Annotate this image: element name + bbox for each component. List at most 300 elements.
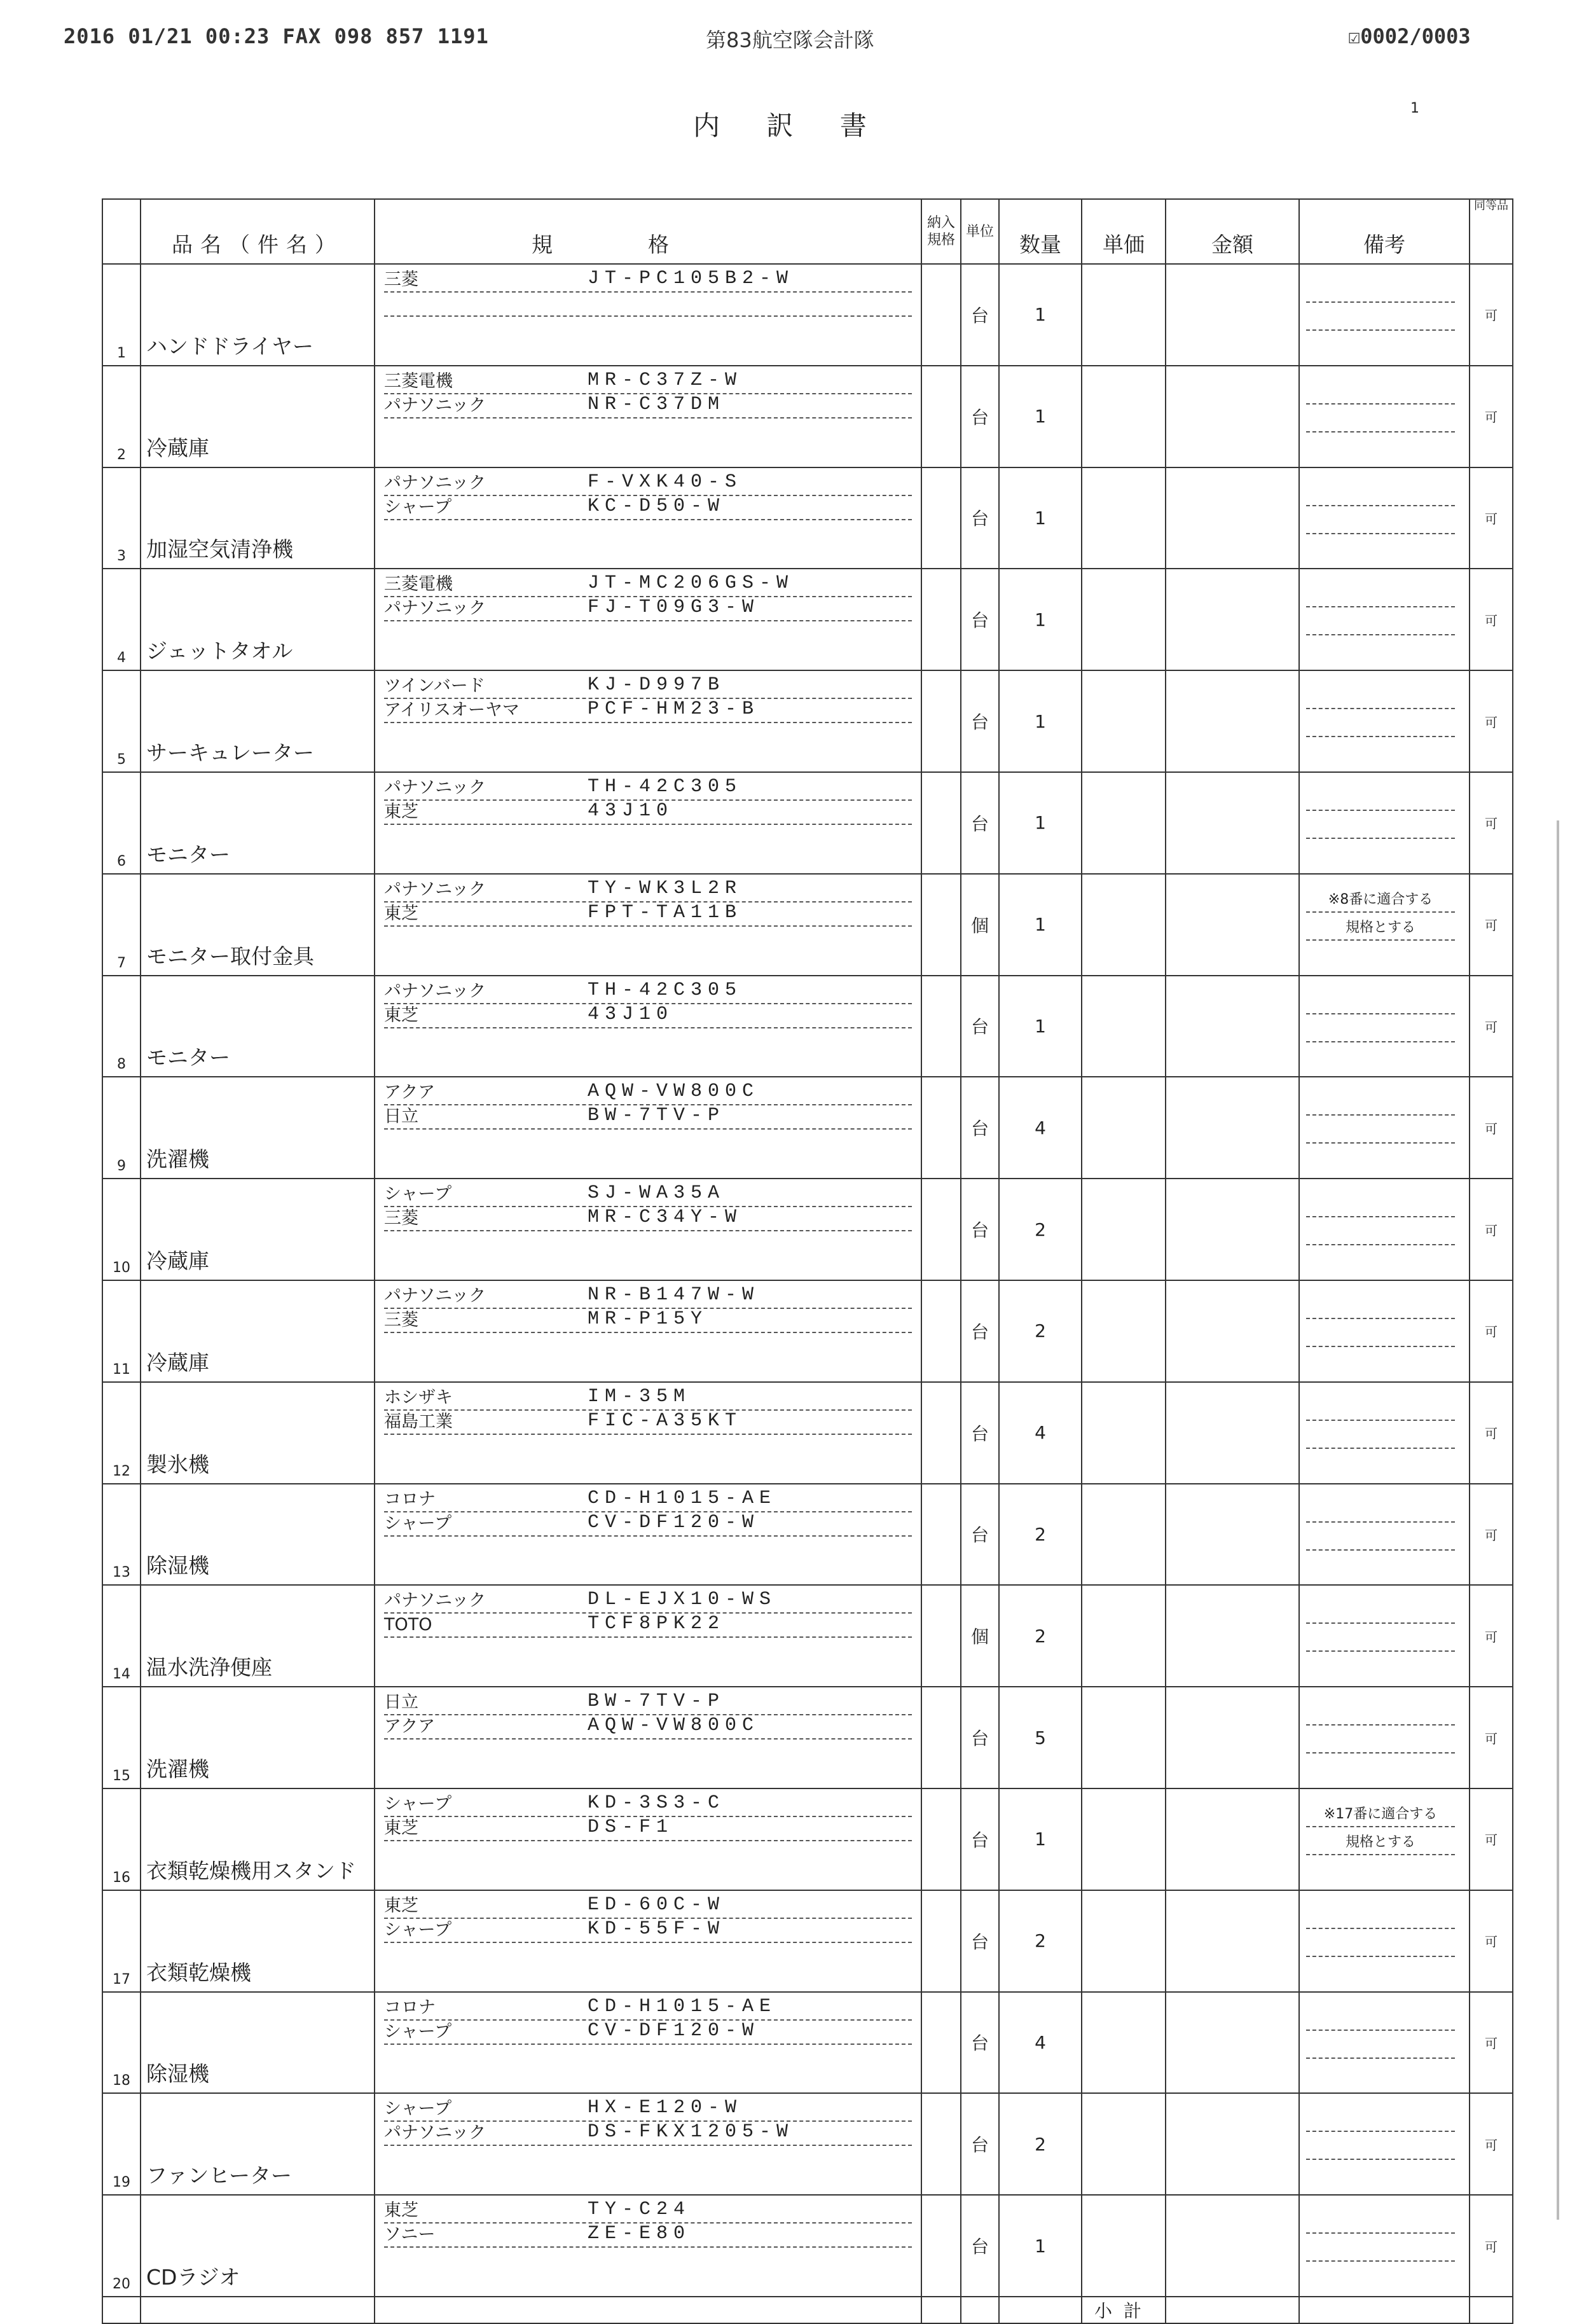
maker-name: パナソニック	[384, 473, 486, 493]
spec-line	[384, 1919, 912, 1943]
table-row	[102, 1890, 1513, 1992]
item-unit-price	[1082, 1788, 1166, 1890]
remark-line: 規格とする	[1306, 1831, 1455, 1855]
table-row	[102, 467, 1513, 569]
remark-line	[1306, 1526, 1455, 1551]
item-unit-price	[1082, 976, 1166, 1077]
subtotal-label: 小計	[1082, 2297, 1166, 2323]
item-unit: 台	[961, 1992, 999, 2094]
model-number: BW-7TV-P	[588, 1691, 726, 1713]
item-amount	[1166, 772, 1299, 874]
spec-line	[384, 2199, 912, 2224]
maker-name: 日立	[384, 1692, 418, 1713]
item-spec	[375, 1179, 921, 1280]
item-unit: 台	[961, 1077, 999, 1179]
spec-line	[384, 1589, 912, 1614]
model-number: AQW-VW800C	[588, 1081, 760, 1103]
item-unit: 台	[961, 1788, 999, 1890]
remark-line	[1306, 1933, 1455, 1957]
item-equivalent: 可	[1470, 1992, 1513, 2094]
item-unit-price	[1082, 366, 1166, 467]
spec-line	[384, 573, 912, 597]
item-unit-price	[1082, 569, 1166, 670]
model-number: HX-E120-W	[588, 2097, 743, 2119]
spec-line	[384, 675, 912, 699]
maker-name: アイリスオーヤマ	[384, 700, 520, 721]
item-unit-price	[1082, 1280, 1166, 1382]
item-name: 除湿機	[141, 1992, 375, 2094]
item-amount	[1166, 1890, 1299, 1992]
item-amount	[1166, 1280, 1299, 1382]
header-quantity: 数量	[999, 199, 1082, 264]
spec-line	[384, 2021, 912, 2045]
model-number: FIC-A35KT	[588, 1409, 743, 1432]
item-quantity: 2	[999, 1484, 1082, 1586]
item-unit: 台	[961, 1382, 999, 1484]
spec-line	[384, 268, 912, 293]
item-amount	[1166, 1585, 1299, 1687]
item-unit-price	[1082, 467, 1166, 569]
document-title: 内 訳 書	[693, 110, 886, 141]
item-amount	[1166, 366, 1299, 467]
spec-line	[384, 980, 912, 1004]
item-amount	[1166, 569, 1299, 670]
item-number: 20	[102, 2195, 141, 2297]
item-delivery-spec	[921, 976, 961, 1077]
model-number: MR-C34Y-W	[588, 1207, 743, 1229]
maker-name: 東芝	[384, 903, 418, 923]
item-quantity: 4	[999, 1077, 1082, 1179]
spec-line	[384, 1488, 912, 1512]
item-equivalent: 可	[1470, 569, 1513, 670]
item-unit: 個	[961, 874, 999, 976]
maker-name: アクア	[384, 1717, 436, 1737]
spec-line	[384, 1895, 912, 1919]
table-row	[102, 1484, 1513, 1586]
item-number: 17	[102, 1890, 141, 1992]
table-row	[102, 1280, 1513, 1382]
item-quantity: 4	[999, 1992, 1082, 2094]
model-number: AQW-VW800C	[588, 1715, 760, 1737]
remark-line	[1306, 1425, 1455, 1449]
maker-name: パナソニック	[384, 2123, 486, 2143]
maker-name: パナソニック	[384, 1591, 486, 1611]
model-number: JT-PC105B2-W	[588, 268, 794, 289]
item-remarks	[1299, 874, 1470, 976]
remark-line	[1306, 2210, 1455, 2234]
item-amount	[1166, 670, 1299, 772]
maker-name: 三菱	[384, 1310, 418, 1330]
maker-name: パナソニック	[384, 981, 486, 1001]
item-unit: 台	[961, 670, 999, 772]
item-remarks	[1299, 2195, 1470, 2297]
item-unit-price	[1082, 2093, 1166, 2195]
item-spec	[375, 2093, 921, 2195]
item-name: 加湿空気清浄機	[141, 467, 375, 569]
item-unit-price	[1082, 1890, 1166, 1992]
footer-cell	[102, 2297, 141, 2323]
spec-line	[384, 472, 912, 496]
footer-cell	[1299, 2297, 1470, 2323]
remark-line	[1306, 685, 1455, 709]
remark-line	[1306, 1628, 1455, 1652]
item-number: 8	[102, 976, 141, 1077]
item-quantity: 1	[999, 467, 1082, 569]
subtotal-row	[102, 2297, 1513, 2323]
footer-cell	[961, 2297, 999, 2323]
item-spec	[375, 1687, 921, 1788]
table-row	[102, 1382, 1513, 1484]
remark-line	[1306, 1193, 1455, 1217]
header-no	[102, 199, 141, 264]
model-number: FJ-T09G3-W	[588, 597, 760, 619]
item-number: 14	[102, 1585, 141, 1687]
item-equivalent: 可	[1470, 1077, 1513, 1179]
model-number: TH-42C305	[588, 775, 743, 798]
item-remarks	[1299, 569, 1470, 670]
spec-line	[384, 777, 912, 801]
table-row	[102, 670, 1513, 772]
spec-line	[384, 1105, 912, 1130]
remark-line	[1306, 2136, 1455, 2160]
maker-name: パナソニック	[384, 879, 486, 899]
item-equivalent: 可	[1470, 264, 1513, 366]
remark-line	[1306, 1091, 1455, 1116]
item-spec	[375, 1382, 921, 1484]
item-number: 1	[102, 264, 141, 366]
table-row	[102, 1585, 1513, 1687]
item-amount	[1166, 1484, 1299, 1586]
item-name: モニター取付金具	[141, 874, 375, 976]
item-remarks	[1299, 1687, 1470, 1788]
item-spec	[375, 569, 921, 670]
table-body	[102, 264, 1513, 2297]
item-name: CDラジオ	[141, 2195, 375, 2297]
item-equivalent: 可	[1470, 1484, 1513, 1586]
item-unit: 台	[961, 569, 999, 670]
maker-name: 三菱	[384, 1208, 418, 1229]
item-spec	[375, 670, 921, 772]
item-amount	[1166, 2195, 1299, 2297]
fax-header-datetime: 2016 01/21 00:23 FAX 098 857 1191	[64, 24, 489, 48]
item-amount	[1166, 1687, 1299, 1788]
remark-line	[1306, 1018, 1455, 1042]
subtotal-amount	[1166, 2297, 1299, 2323]
model-number: KC-D50-W	[588, 495, 726, 517]
item-unit: 個	[961, 1585, 999, 1687]
remark-line	[1306, 1729, 1455, 1753]
spec-line	[384, 2122, 912, 2146]
item-amount	[1166, 874, 1299, 976]
remark-line	[1306, 990, 1455, 1014]
remark-line	[1306, 583, 1455, 607]
item-unit: 台	[961, 976, 999, 1077]
item-remarks	[1299, 1382, 1470, 1484]
spec-line	[384, 1183, 912, 1207]
maker-name: パナソニック	[384, 395, 486, 415]
item-amount	[1166, 1992, 1299, 2094]
item-quantity: 1	[999, 366, 1082, 467]
spec-line	[384, 699, 912, 723]
table-row	[102, 1077, 1513, 1179]
item-name: 除湿機	[141, 1484, 375, 1586]
table-row	[102, 2195, 1513, 2297]
item-name: 洗濯機	[141, 1687, 375, 1788]
remark-line	[1306, 2007, 1455, 2031]
item-equivalent: 可	[1470, 874, 1513, 976]
item-unit-price	[1082, 2195, 1166, 2297]
header-equivalent: 同等品	[1470, 199, 1513, 264]
table-row	[102, 366, 1513, 467]
item-unit-price	[1082, 1992, 1166, 2094]
model-number: ED-60C-W	[588, 1893, 726, 1916]
model-number: 43J10	[588, 1003, 674, 1025]
item-delivery-spec	[921, 1788, 961, 1890]
table-row	[102, 976, 1513, 1077]
item-unit: 台	[961, 366, 999, 467]
item-remarks	[1299, 1077, 1470, 1179]
model-number: DL-EJX10-WS	[588, 1589, 777, 1611]
item-quantity: 1	[999, 874, 1082, 976]
model-number: CD-H1015-AE	[588, 1995, 777, 2017]
spec-line	[384, 597, 912, 621]
model-number: MR-P15Y	[588, 1308, 708, 1330]
item-equivalent: 可	[1470, 366, 1513, 467]
table-row	[102, 772, 1513, 874]
remark-line	[1306, 611, 1455, 635]
item-quantity: 1	[999, 1788, 1082, 1890]
item-unit: 台	[961, 264, 999, 366]
remark-line: ※8番に適合する	[1306, 889, 1455, 913]
item-spec	[375, 1992, 921, 2094]
item-unit-price	[1082, 670, 1166, 772]
model-number: NR-C37DM	[588, 393, 726, 415]
table-row	[102, 1992, 1513, 2094]
item-unit-price	[1082, 1484, 1166, 1586]
maker-name: シャープ	[384, 1919, 452, 1940]
model-number: SJ-WA35A	[588, 1182, 726, 1205]
model-number: 43J10	[588, 799, 674, 822]
item-number: 16	[102, 1788, 141, 1890]
remark-line	[1306, 1221, 1455, 1245]
spec-line	[384, 1817, 912, 1841]
remark-line	[1306, 482, 1455, 506]
model-number: TY-C24	[588, 2199, 691, 2221]
item-name: サーキュレーター	[141, 670, 375, 772]
item-remarks	[1299, 1179, 1470, 1280]
item-number: 10	[102, 1179, 141, 1280]
item-unit-price	[1082, 1179, 1166, 1280]
item-unit-price	[1082, 1687, 1166, 1788]
table-row	[102, 1788, 1513, 1890]
maker-name: シャープ	[384, 1794, 452, 1814]
item-spec	[375, 1788, 921, 1890]
spec-line	[384, 1614, 912, 1638]
item-number: 12	[102, 1382, 141, 1484]
remark-line	[1306, 1905, 1455, 1929]
item-equivalent: 可	[1470, 1179, 1513, 1280]
item-remarks	[1299, 772, 1470, 874]
item-name: 製氷機	[141, 1382, 375, 1484]
item-delivery-spec	[921, 1077, 961, 1179]
model-number: TY-WK3L2R	[588, 877, 743, 899]
item-number: 13	[102, 1484, 141, 1586]
item-equivalent: 可	[1470, 2195, 1513, 2297]
remark-line	[1306, 307, 1455, 331]
spec-line	[384, 1691, 912, 1715]
maker-name: パナソニック	[384, 777, 486, 798]
remark-line	[1306, 1323, 1455, 1347]
item-unit-price	[1082, 264, 1166, 366]
maker-name: 東芝	[384, 1818, 418, 1838]
remark-line	[1306, 279, 1455, 303]
spec-line	[384, 1411, 912, 1435]
item-equivalent: 可	[1470, 1788, 1513, 1890]
item-unit-price	[1082, 1382, 1166, 1484]
spec-line	[384, 394, 912, 418]
spec-line	[384, 878, 912, 903]
item-delivery-spec	[921, 772, 961, 874]
remark-line	[1306, 2238, 1455, 2262]
maker-name: 東芝	[384, 801, 418, 822]
item-amount	[1166, 976, 1299, 1077]
item-unit: 台	[961, 772, 999, 874]
item-number: 15	[102, 1687, 141, 1788]
header-unit-price: 単価	[1082, 199, 1166, 264]
item-remarks	[1299, 670, 1470, 772]
item-spec	[375, 1280, 921, 1382]
item-unit: 台	[961, 2195, 999, 2297]
item-spec	[375, 1484, 921, 1586]
item-number: 18	[102, 1992, 141, 2094]
model-number: CV-DF120-W	[588, 1511, 760, 1533]
table-row	[102, 1179, 1513, 1280]
item-number: 5	[102, 670, 141, 772]
item-number: 2	[102, 366, 141, 467]
model-number: KJ-D997B	[588, 674, 726, 696]
item-name: 衣類乾燥機	[141, 1890, 375, 1992]
remark-line	[1306, 1701, 1455, 1726]
fax-header	[0, 24, 1577, 56]
remark-line	[1306, 815, 1455, 839]
model-number: DS-F1	[588, 1816, 674, 1838]
item-equivalent: 可	[1470, 1890, 1513, 1992]
maker-name: 三菱	[384, 270, 418, 289]
item-quantity: 1	[999, 670, 1082, 772]
spec-line	[384, 1387, 912, 1411]
model-number: CV-DF120-W	[588, 2019, 760, 2042]
remark-line	[1306, 713, 1455, 737]
item-delivery-spec	[921, 670, 961, 772]
item-delivery-spec	[921, 1687, 961, 1788]
item-unit: 台	[961, 1890, 999, 1992]
item-equivalent: 可	[1470, 1687, 1513, 1788]
item-delivery-spec	[921, 1382, 961, 1484]
maker-name: アクア	[384, 1082, 436, 1103]
item-delivery-spec	[921, 2093, 961, 2195]
spec-line	[384, 801, 912, 825]
item-number: 11	[102, 1280, 141, 1382]
maker-name: 三菱電機	[384, 574, 453, 595]
item-number: 7	[102, 874, 141, 976]
spec-line	[384, 2098, 912, 2122]
maker-name: シャープ	[384, 2099, 452, 2119]
table-row	[102, 569, 1513, 670]
header-spec: 規格	[375, 199, 921, 264]
model-number: F-VXK40-S	[588, 471, 743, 493]
item-remarks	[1299, 1890, 1470, 1992]
maker-name: 東芝	[384, 1005, 418, 1025]
remark-line: ※17番に適合する	[1306, 1803, 1455, 1827]
maker-name: ソニー	[384, 2225, 436, 2245]
spec-line	[384, 2224, 912, 2248]
maker-name: ホシザキ	[384, 1387, 453, 1408]
item-delivery-spec	[921, 569, 961, 670]
item-delivery-spec	[921, 1992, 961, 2094]
item-unit: 台	[961, 2093, 999, 2195]
item-amount	[1166, 2093, 1299, 2195]
item-number: 6	[102, 772, 141, 874]
item-spec	[375, 1585, 921, 1687]
item-delivery-spec	[921, 1890, 961, 1992]
model-number: CD-H1015-AE	[588, 1487, 777, 1509]
item-remarks	[1299, 976, 1470, 1077]
item-delivery-spec	[921, 1280, 961, 1382]
item-remarks	[1299, 1484, 1470, 1586]
item-name: 温水洗浄便座	[141, 1585, 375, 1687]
spec-line	[384, 1081, 912, 1105]
footer-cell	[375, 2297, 921, 2323]
item-quantity: 1	[999, 2195, 1082, 2297]
model-number: DS-FKX1205-W	[588, 2121, 794, 2143]
maker-name: 東芝	[384, 1895, 418, 1916]
table-row	[102, 264, 1513, 366]
item-amount	[1166, 1179, 1299, 1280]
item-amount	[1166, 467, 1299, 569]
remark-line	[1306, 1600, 1455, 1624]
spec-line	[384, 1512, 912, 1537]
spec-line	[384, 293, 912, 317]
item-equivalent: 可	[1470, 670, 1513, 772]
item-unit-price	[1082, 874, 1166, 976]
model-number: TH-42C305	[588, 979, 743, 1001]
item-quantity: 2	[999, 1585, 1082, 1687]
item-quantity: 4	[999, 1382, 1082, 1484]
item-number: 3	[102, 467, 141, 569]
remark-line	[1306, 408, 1455, 432]
item-name: 冷蔵庫	[141, 366, 375, 467]
item-equivalent: 可	[1470, 2093, 1513, 2195]
item-spec	[375, 467, 921, 569]
item-quantity: 1	[999, 569, 1082, 670]
spec-line	[384, 1715, 912, 1740]
item-unit-price	[1082, 772, 1166, 874]
model-number: FPT-TA11B	[588, 901, 743, 923]
spec-line	[384, 1793, 912, 1817]
item-spec	[375, 1077, 921, 1179]
header-amount: 金額	[1166, 199, 1299, 264]
table-row	[102, 1687, 1513, 1788]
remark-line	[1306, 510, 1455, 534]
model-number: PCF-HM23-B	[588, 698, 760, 721]
item-unit: 台	[961, 467, 999, 569]
remark-line	[1306, 380, 1455, 405]
item-spec	[375, 772, 921, 874]
item-amount	[1166, 1382, 1299, 1484]
remark-line: 規格とする	[1306, 916, 1455, 941]
model-number: NR-B147W-W	[588, 1283, 760, 1306]
item-delivery-spec	[921, 1179, 961, 1280]
